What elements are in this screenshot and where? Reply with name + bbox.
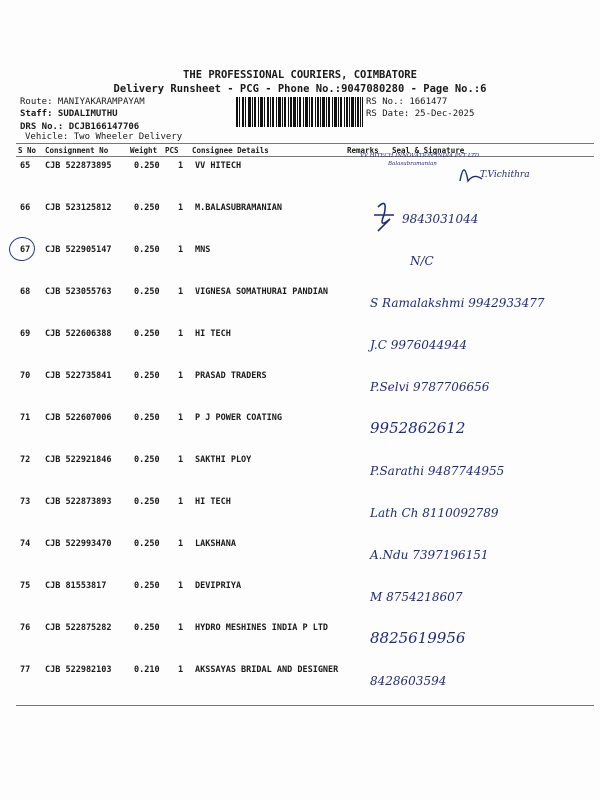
row-pcs: 1 [178, 371, 184, 381]
row-consignment: CJB 522905147 [45, 245, 112, 255]
handwritten-signature: Lath Ch 8110092789 [370, 506, 499, 520]
row-consignee: MNS [195, 245, 211, 255]
row-sno: 70 [20, 371, 31, 381]
runsheet-title: Delivery Runsheet - PCG - Phone No.:9047080280 - Page No.:6 [113, 83, 487, 95]
row-consignee: PRASAD TRADERS [195, 371, 267, 381]
row-consignee: LAKSHANA [195, 539, 236, 549]
row-weight: 0.250 [134, 161, 160, 171]
row-pcs: 1 [178, 245, 184, 255]
stamp-line-1: VV HITECH INNOVATION INDIA PVT LTD [360, 153, 480, 159]
row-signature [360, 445, 600, 489]
row-weight: 0.250 [134, 245, 160, 255]
row-weight: 0.250 [134, 497, 160, 507]
row-weight: 0.250 [134, 623, 160, 633]
row-consignee: HI TECH [195, 497, 231, 507]
row-signature [360, 655, 600, 699]
row-sno: 71 [20, 413, 31, 423]
row-weight: 0.250 [134, 287, 160, 297]
row-consignee: VIGNESA SOMATHURAI PANDIAN [195, 287, 329, 297]
col-consignee: Consignee Details [192, 146, 269, 155]
row-signature [360, 613, 600, 657]
handwritten-signature: S Ramalakshmi 9942933477 [370, 296, 545, 310]
row-sno: 72 [20, 455, 31, 465]
row-consignee: VV HITECH [195, 161, 242, 171]
row-signature [360, 361, 600, 405]
row-weight: 0.250 [134, 203, 160, 213]
stamp-line-2: Balasubramanian [388, 161, 437, 167]
row-pcs: 1 [178, 539, 184, 549]
route-label: Route: MANIYAKARAMPAYAM [20, 97, 145, 107]
row-weight: 0.250 [134, 455, 160, 465]
row-sno: 76 [20, 623, 31, 633]
row-consignee: SAKTHI PLOY [195, 455, 252, 465]
col-weight: Weight [130, 146, 158, 155]
row-pcs: 1 [178, 287, 184, 297]
row-consignment: CJB 522993470 [45, 539, 112, 549]
handwritten-signature: T.Vichithra [480, 170, 530, 180]
row-signature [360, 571, 600, 615]
vehicle-label: Vehicle: Two Wheeler Delivery [25, 132, 183, 142]
row-pcs: 1 [178, 203, 184, 213]
row-pcs: 1 [178, 329, 184, 339]
rs-date: RS Date: 25-Dec-2025 [366, 109, 475, 119]
row-consignee: AKSSAYAS BRIDAL AND DESIGNER [195, 665, 339, 675]
table-row [0, 665, 600, 707]
row-pcs: 1 [178, 413, 184, 423]
row-sno: 77 [20, 665, 31, 675]
row-sno: 66 [20, 203, 31, 213]
col-consignment: Consignment No [45, 146, 109, 155]
row-signature [360, 319, 600, 363]
barcode [236, 97, 363, 127]
row-consignment: CJB 522873895 [45, 161, 112, 171]
row-consignment: CJB 522875282 [45, 623, 112, 633]
row-signature [360, 487, 600, 531]
handwritten-signature: M 8754218607 [370, 590, 463, 604]
row-signature [360, 151, 600, 195]
row-sno: 74 [20, 539, 31, 549]
row-sno: 68 [20, 287, 31, 297]
row-sno: 67 [20, 245, 31, 255]
row-weight: 0.250 [134, 413, 160, 423]
row-consignee: HYDRO MESHINES INDIA P LTD [195, 623, 329, 633]
row-weight: 0.250 [134, 539, 160, 549]
row-pcs: 1 [178, 497, 184, 507]
row-consignment: CJB 523125812 [45, 203, 112, 213]
staff-label: Staff: SUDALIMUTHU [20, 109, 118, 119]
row-consignment: CJB 522982103 [45, 665, 112, 675]
row-consignment: CJB 523055763 [45, 287, 112, 297]
handwritten-signature: 8825619956 [370, 629, 466, 647]
rs-number: RS No.: 1661477 [366, 97, 448, 107]
row-consignment: CJB 522607006 [45, 413, 112, 423]
col-seal-signature: Seal & Signature [392, 146, 465, 155]
company-title: THE PROFESSIONAL COURIERS, COIMBATORE [183, 69, 417, 81]
row-consignee: HI TECH [195, 329, 231, 339]
row-sno: 65 [20, 161, 31, 171]
row-consignee: P J POWER COATING [195, 413, 282, 423]
table-bottom-rule [16, 705, 594, 706]
row-consignee: M.BALASUBRAMANIAN [195, 203, 282, 213]
row-sno: 73 [20, 497, 31, 507]
row-pcs: 1 [178, 623, 184, 633]
row-weight: 0.250 [134, 581, 160, 591]
row-consignee: DEVIPRIYA [195, 581, 242, 591]
header-top-rule [16, 143, 594, 144]
row-signature [360, 235, 600, 279]
handwritten-signature: 8428603594 [370, 674, 447, 688]
row-consignment: CJB 522606388 [45, 329, 112, 339]
row-pcs: 1 [178, 665, 184, 675]
handwritten-signature: 9843031044 [402, 212, 479, 226]
row-signature [360, 403, 600, 447]
handwritten-signature: 9952862612 [370, 419, 466, 437]
row-consignment: CJB 522735841 [45, 371, 112, 381]
row-consignment: CJB 81553817 [45, 581, 107, 591]
row-sno: 75 [20, 581, 31, 591]
handwritten-signature: P.Selvi 9787706656 [370, 380, 490, 394]
col-pcs: PCS [165, 146, 179, 155]
row-signature [360, 193, 600, 237]
handwritten-signature: P.Sarathi 9487744955 [370, 464, 505, 478]
row-signature [360, 529, 600, 573]
handwritten-signature: A.Ndu 7397196151 [370, 548, 489, 562]
handwritten-signature: J.C 9976044944 [370, 338, 468, 352]
row-pcs: 1 [178, 161, 184, 171]
row-pcs: 1 [178, 455, 184, 465]
row-sno: 69 [20, 329, 31, 339]
col-sno: S No [18, 146, 37, 155]
row-signature [360, 277, 600, 321]
row-pcs: 1 [178, 581, 184, 591]
row-consignment: CJB 522921846 [45, 455, 112, 465]
handwritten-signature: N/C [410, 254, 434, 268]
row-weight: 0.250 [134, 329, 160, 339]
row-weight: 0.250 [134, 371, 160, 381]
row-weight: 0.210 [134, 665, 160, 675]
row-consignment: CJB 522873893 [45, 497, 112, 507]
col-remarks: Remarks [347, 146, 379, 155]
drs-label: DRS No.: DCJB166147706 [20, 122, 140, 132]
